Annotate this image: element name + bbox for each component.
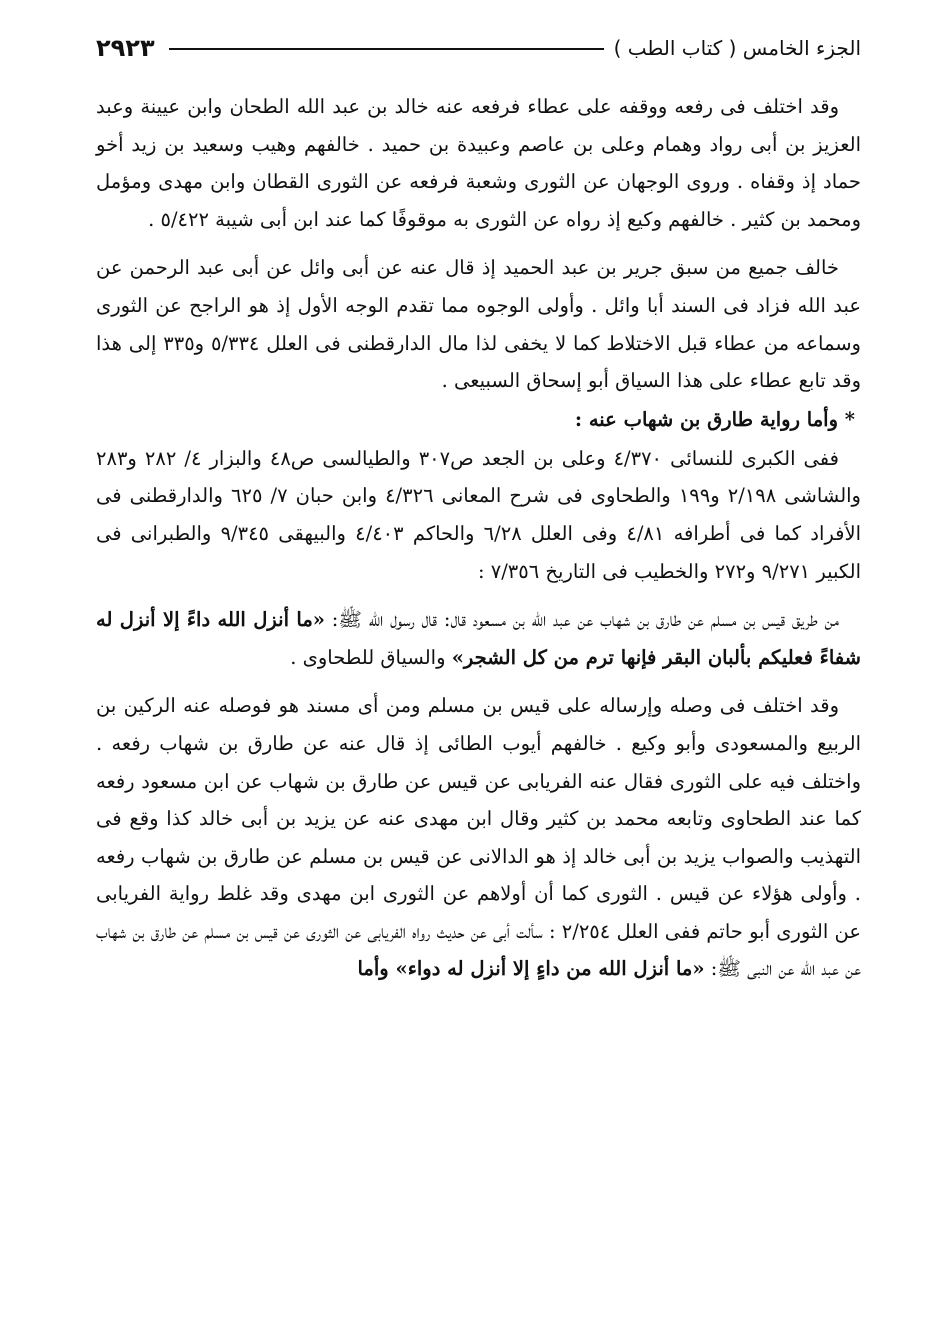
paragraph-5 [96, 687, 861, 988]
paragraph-gap [96, 676, 861, 687]
hadith-text: «ما أنزل الله داءً إلا أنزل له شفاءً فعليكم بألبان البقر فإنها ترم من كل الشجر» [96, 608, 861, 669]
page-body [96, 88, 861, 988]
header-title: الجزء الخامس ( كتاب الطب ) [613, 36, 861, 60]
paragraph-1: وقد اختلف فى رفعه ووقفه على عطاء فرفعه عنه خالد بن عبد الله الطحان وابن عيينة وعبد العزيز بن أبى رواد وهمام وعلى بن عاصم وعبيدة بن حميد . خالفهم وهيب وسعيد بن زيد أخو حماد إذ وقفاه . وروى الوجهان عن الثورى وشعبة فرفعه عن الثورى القطان وابن مهدى ومؤمل ومحمد بن كثير . خالفهم وكيع إذ رواه عن الثورى به موقوفًا كما عند ابن أبى شيبة ٥/٤٢٢ . [96, 95, 861, 231]
paragraph-4-outro: والسياق للطحاوى . [290, 645, 452, 669]
paragraph-gap [96, 238, 861, 249]
paragraph-3: ففى الكبرى للنسائى ٤/٣٧٠ وعلى بن الجعد ص٣٠٧ والطيالسى ص٤٨ والبزار ٤/ ٢٨٢ و٢٨٣ والشاشى ٢/١٩٨ و١٩٩ والطحاوى فى شرح المعانى ٤/٣٢٦ وابن حبان ٧/ ٦٢٥ والدارقطنى فى الأفراد كما فى أطرافه ٤/٨١ وفى العلل ٦/٢٨ والحاكم ٤/٤٠٣ والبيهقى ٩/٣٤٥ والطبرانى فى الكبير ٩/٢٧١ و٢٧٢ والخطيب فى التاريخ ٧/٣٥٦ : [96, 446, 861, 583]
page-number: ٢٩٢٣ [96, 34, 155, 62]
paragraph-5-text: وقد اختلف فى وصله وإرساله على قيس بن مسلم ومن أى مسند هو فوصله عنه الركين بن الربيع والمسعودى وأبو وكيع . خالفهم أيوب الطائى إذ قال عنه عن طارق بن شهاب رفعه . واختلف فيه على الثورى فقال عنه الفريابى عن قيس عن طارق بن شهاب عن ابن مسعود رفعه كما عند الطحاوى وتابعه محمد بن كثير وقال ابن مهدى عنه عن يزيد بن أبى خالد كذا وقع فى التهذيب والصواب يزيد بن أبى خالد إذ هو الدالانى عن قيس بن مسلم عن طارق بن شهاب رفعه . وأولى هؤلاء عن قيس . الثورى كما أن أولاهم عن الثورى ابن مهدى وقد غلط رواية الفريابى عن الثورى أبو حاتم ففى العلل ٢/٢٥٤ : سألت أبى عن حديث رواه الفريابى عن الثورى عن قيس بن مسلم عن طارق بن شهاب عن عبد الله عن النبى ﷺ: [96, 694, 861, 981]
header-rule [169, 48, 604, 50]
paragraph-4-intro: من طريق قيس بن مسلم عن طارق بن شهاب عن عبد الله بن مسعود قال: قال رسول الله ﷺ: [324, 608, 840, 632]
hadith-text: «ما أنزل الله من داءٍ إلا أنزل له دواء» [395, 957, 705, 981]
paragraph-5-continuation: وأما [357, 957, 396, 981]
paragraph-gap [96, 590, 861, 601]
running-header [96, 28, 861, 68]
paragraph-4 [96, 601, 861, 676]
paragraph-2: خالف جميع من سبق جرير بن عبد الحميد إذ قال عنه عن أبى وائل عن أبى عبد الرحمن عن عبد الله فزاد فى السند أبا وائل . وأولى الوجوه مما تقدم الوجه الأول إذ هو الراجح عن الثورى وسماعه من عطاء قبل الاختلاط كما لا يخفى لذا مال الدارقطنى فى العلل ٥/٣٣٤ و٣٣٥ إلى هذا وقد تابع عطاء على هذا السياق أبو إسحاق السبيعى . [96, 256, 861, 393]
section-heading: * وأما رواية طارق بن شهاب عنه : [574, 407, 855, 431]
